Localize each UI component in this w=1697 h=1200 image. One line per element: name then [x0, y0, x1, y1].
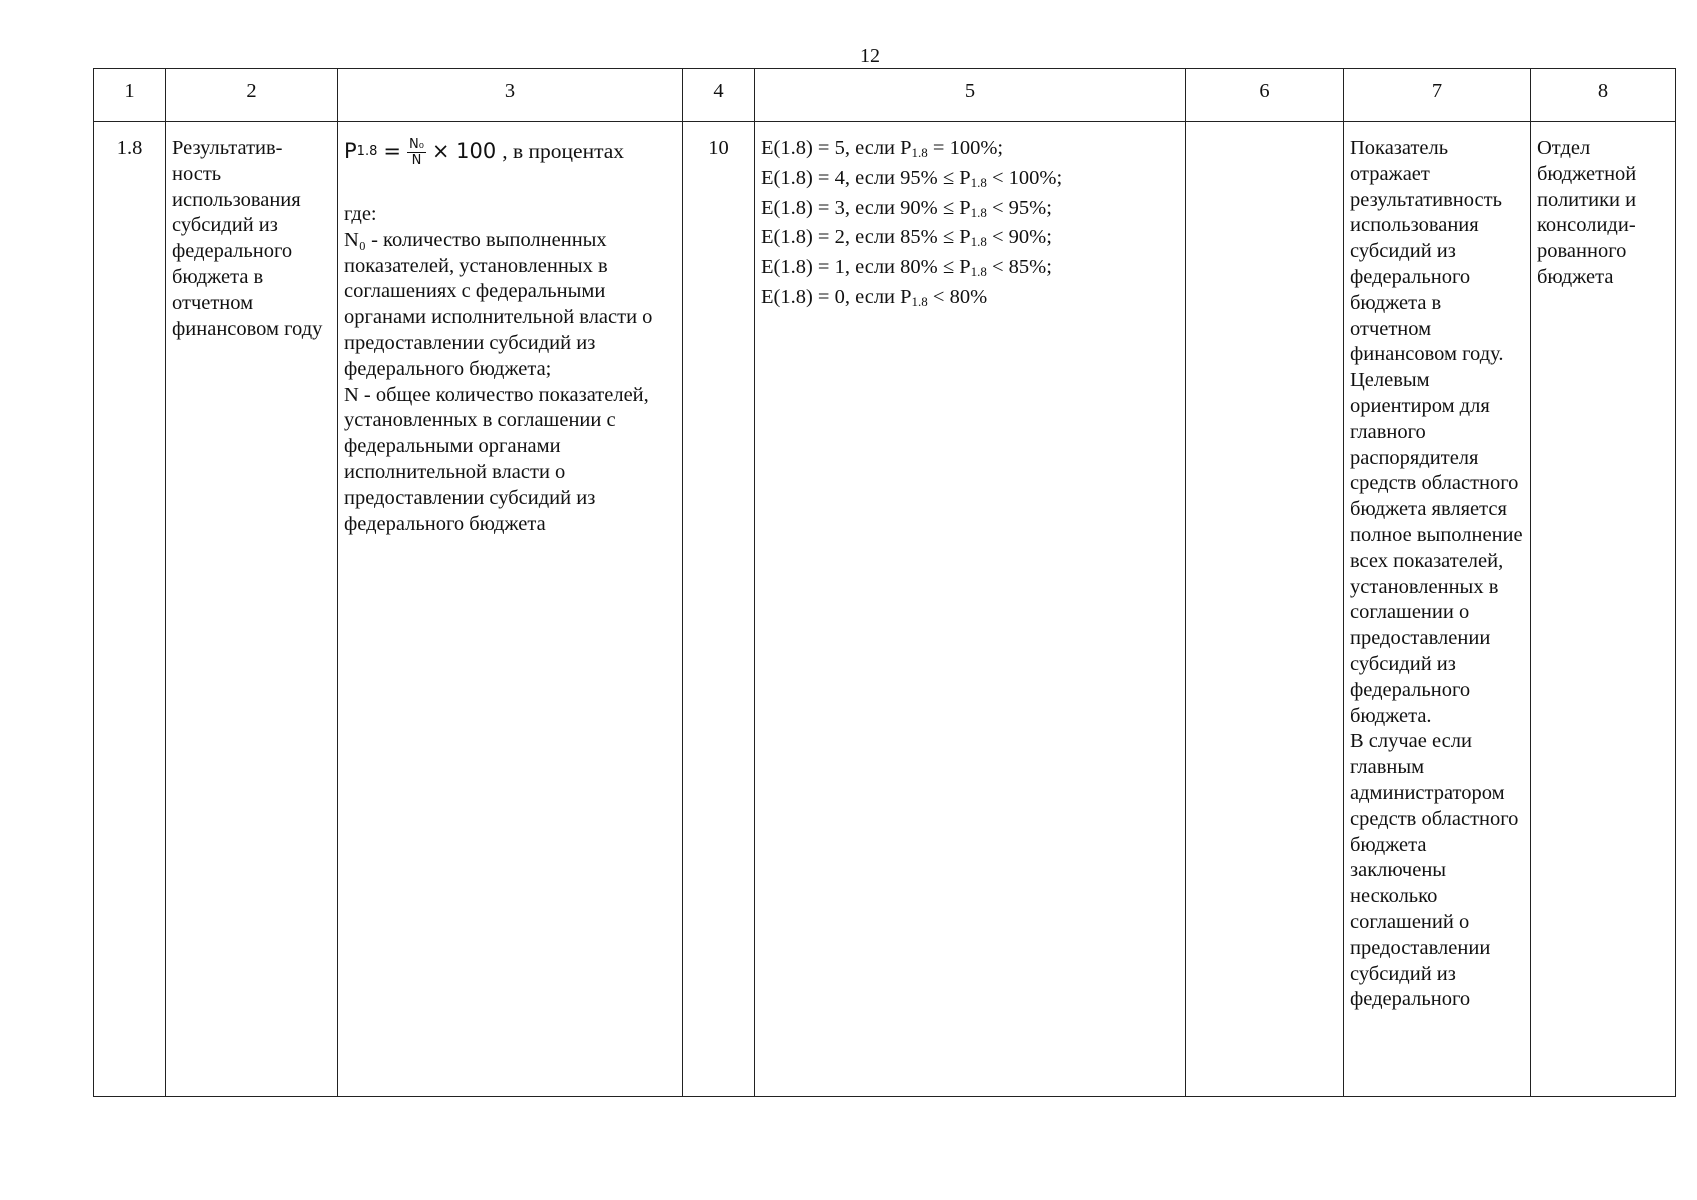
formula-eq: =: [383, 139, 401, 164]
header-cell-7: 7: [1344, 69, 1531, 122]
formula-rhs: × 100: [431, 139, 497, 164]
weight: 10: [683, 122, 755, 1097]
responsible-unit: Отдел бюджетной политики и консолиди-рованного бюджета: [1531, 122, 1676, 1097]
header-cell-1: 1: [94, 69, 166, 122]
where-label: где:: [344, 203, 377, 225]
page-number: 12: [860, 45, 880, 67]
formula-fraction: [407, 137, 426, 168]
criterion: E(1.8) = 0, если $P_{1.8} < 80\%$: [761, 285, 988, 309]
formula-lhs: P: [344, 139, 357, 164]
comment-text: Показатель отражает результативность использования субсидий из федерального бюджета в отчетном финансовом году. Целевым ориентиром для главного распорядителя средств областного бюджета является полное выполнение всех показателей, установленных в соглашении о предоставлении субсидий из федерального бюджета.: [1350, 137, 1523, 727]
definition-n: N - общее количество показателей, установленных в соглашении с федеральными органами исполнительной власти о предоставлении субсидий из федерального бюджета: [344, 383, 649, 535]
row-number: 1.8: [94, 122, 166, 1097]
header-cell-6: 6: [1186, 69, 1344, 122]
header-cell-4: 4: [683, 69, 755, 122]
header-cell-3: 3: [338, 69, 683, 122]
criteria-cell: [755, 122, 1186, 1097]
indicator-table: [93, 68, 1676, 1097]
formula-numerator: N₀: [408, 136, 424, 152]
table-row: [94, 122, 1676, 1097]
header-cell-2: 2: [166, 69, 338, 122]
criterion: E(1.8) = 1, если $80\% \le P_{1.8} < 85\%$;: [761, 256, 1052, 280]
criterion: E(1.8) = 5, если $P_{1.8} = 100\%$;: [761, 137, 1004, 160]
criterion: E(1.8) = 4, если $95\% \le P_{1.8} < 100\%$;: [761, 166, 1063, 190]
header-row: [94, 69, 1676, 122]
formula-denominator: N: [411, 152, 422, 168]
criterion: E(1.8) = 3, если $90\% \le P_{1.8} < 95\%$;: [761, 196, 1052, 220]
formula-tail: , в процентах: [502, 139, 625, 164]
definition-n0: N₀ - количество выполненных показателей, установленных в соглашениях с федеральными органами исполнительной власти о предоставлении субсидий из федерального бюджета;: [344, 228, 653, 380]
calculation-cell: [338, 122, 683, 1097]
header-cell-8: 8: [1531, 69, 1676, 122]
criterion: E(1.8) = 2, если $85\% \le P_{1.8} < 90\%$;: [761, 226, 1052, 250]
header-cell-5: 5: [755, 69, 1186, 122]
column-6-cell: [1186, 122, 1344, 1097]
comment-text-continued: В случае если главным администратором средств областного бюджета заключены несколько соглашений о предоставлении субсидий из федерального: [1350, 730, 1519, 1011]
formula: [344, 134, 676, 170]
indicator-name: Результатив-ность использования субсидий из федерального бюджета в отчетном финансовом году: [166, 122, 338, 1097]
formula-lhs-sub: 1.8: [356, 144, 378, 160]
comment-cell: [1344, 122, 1531, 1097]
